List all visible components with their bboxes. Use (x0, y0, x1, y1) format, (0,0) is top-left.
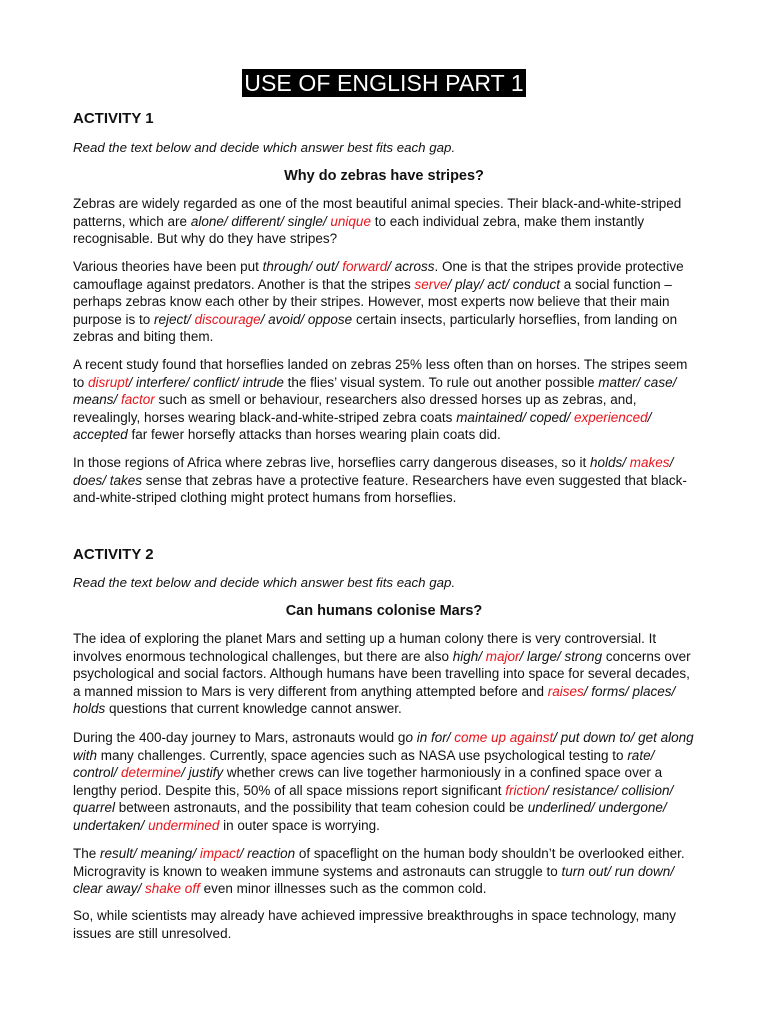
paragraph-text: In those regions of Africa where zebras live, horseflies carry dangerous diseases, so it (73, 455, 591, 470)
answer-option: makes (629, 455, 670, 470)
gap-options: / justify (181, 765, 224, 781)
gap-options: / interfere/ conflict/ intrude (128, 374, 284, 390)
text-title-2: Can humans colonise Mars? (285, 603, 483, 619)
paragraph-text: A recent study found that horseflies landed on zebras 25% less often than on horses. The stripes seem to (73, 357, 688, 390)
paragraph-text: So, while scientists may already have achieved impressive breakthroughs in space technology, many issues are still unresolved. (73, 908, 677, 941)
paragraph-text: Various theories have been put (73, 259, 263, 274)
paragraph-text: sense that zebras have a protective feature. Researchers have even suggested that black-and-white-striped clothing might protect humans from horseflies. (73, 472, 687, 506)
answer-option: disrupt (88, 374, 129, 390)
paragraph-text: whether crews can live together harmoniously in a confined space over a lengthy period. Despite this, 50% of all space missions report significant (73, 765, 663, 798)
gap-options: / across (387, 259, 435, 274)
activity-heading-1: ACTIVITY 1 (73, 110, 154, 127)
answer-option: factor (121, 392, 155, 408)
answer-option: experienced (574, 409, 648, 425)
title-wrapper (73, 69, 695, 97)
answer-option: major (485, 648, 520, 664)
gap-options: / large/ strong (519, 648, 603, 664)
paragraph-text: in outer space is worrying. (219, 817, 380, 833)
paragraph-text: During the 400-day journey to Mars, astronauts would g (73, 730, 406, 745)
paragraph-text: such as smell or behaviour, researchers also dressed horses up as zebras, and, revealingly, horses wearing black-and-white-striped zebra coats (73, 392, 637, 425)
answer-option: discourage (194, 311, 261, 327)
answer-option: undermined (148, 817, 220, 833)
gap-options: / avoid/ oppose (260, 311, 353, 327)
answer-option: unique (330, 213, 371, 229)
paragraph-text: many challenges. Currently, space agencies such as NASA use psychological testing to (97, 747, 628, 763)
paragraph-text: concerns over psychological and social factors. Although humans have been travelling into space for several decades, a manned mission to Mars is very different from anything attempted before and (73, 648, 691, 699)
answer-option: shake off (145, 881, 200, 897)
text-title-1: Why do zebras have stripes? (284, 168, 484, 184)
gap-options: / play/ act/ conduct (447, 276, 561, 292)
instruction-2: Read the text below and decide which answer best fits each gap. (73, 575, 456, 590)
paragraph-text: to each individual zebra, make them instantly recognisable. But why do they have stripes? (73, 213, 645, 247)
gap-options: / does/ takes (73, 455, 674, 488)
gap-options: matter/ case/ means/ (73, 374, 677, 408)
answer-option: forward (342, 259, 388, 274)
gap-options: / forms/ places/ holds (73, 683, 676, 717)
gap-options: turn out/ run down/ clear away/ (73, 863, 675, 897)
paragraph-text: . One is that the stripes provide protective camouflage against predators. Another is that the stripes (73, 259, 684, 292)
gap-options: reject/ (154, 311, 195, 327)
answer-option: serve (414, 276, 448, 292)
paragraph-text: far fewer horsefly attacks than horses wearing plain coats did. (127, 427, 501, 443)
gap-options: through/ out/ (262, 259, 343, 274)
answer-option: friction (505, 782, 545, 798)
gap-options: / resistance/ collision/ quarrel (73, 782, 674, 816)
paragraph (73, 195, 695, 248)
paragraph-text: a social function – perhaps zebras know each other by their stripes. However, most experts now believe that their main purpose is to (73, 276, 672, 327)
paragraph-text: The idea of exploring the planet Mars and setting up a human colony there is very controversial. It involves enormous technological challenges, but there are also (73, 631, 657, 664)
instruction-1: Read the text below and decide which answer best fits each gap. (73, 140, 456, 155)
gap-options: rate/ control/ (73, 747, 655, 781)
gap-options: / put down to/ get along with (73, 730, 694, 763)
gap-options: high/ (452, 648, 486, 664)
paragraph (73, 454, 695, 507)
answer-option: come up against (454, 730, 554, 745)
gap-options: alone/ different/ single/ (190, 213, 331, 229)
paragraph-text: between astronauts, and the possibility that team cohesion could be (115, 800, 528, 816)
paragraph-text: even minor illnesses such as the common cold. (199, 881, 487, 897)
gap-options: result/ meaning/ (100, 846, 200, 861)
activity-heading-2: ACTIVITY 2 (73, 546, 154, 563)
answer-option: determine (121, 765, 182, 781)
paragraph (73, 258, 695, 346)
gap-options: maintained/ coped/ (456, 409, 575, 425)
gap-options: underlined/ undergone/ undertaken/ (73, 800, 667, 833)
paragraph-text: The (73, 846, 101, 861)
paragraph-text: the flies’ visual system. To rule out another possible (283, 374, 599, 390)
paragraph-text: certain insects, particularly horseflies, from landing on zebras and biting them. (73, 311, 678, 345)
paragraph (73, 907, 695, 942)
paragraph (73, 845, 695, 898)
answer-option: raises (547, 683, 584, 699)
paragraph (73, 356, 695, 444)
gap-options: / accepted (73, 409, 652, 443)
paragraph (73, 630, 695, 718)
paragraph-text: Zebras are widely regarded as one of the most beautiful animal species. Their black-and-white-striped patterns, which are (73, 196, 682, 229)
gap-options: / reaction (239, 846, 296, 861)
gap-options: o in for/ (405, 730, 455, 745)
answer-option: impact (199, 846, 240, 861)
paragraph-text: of spaceflight on the human body shouldn’t be overlooked either. Microgravity is known to weaken immune systems and astronauts can struggle to (73, 846, 685, 879)
paragraph (73, 729, 695, 835)
gap-options: holds/ (590, 455, 630, 470)
page-title: USE OF ENGLISH PART 1 (244, 70, 524, 96)
paragraph-text: questions that current knowledge cannot answer. (105, 701, 402, 717)
